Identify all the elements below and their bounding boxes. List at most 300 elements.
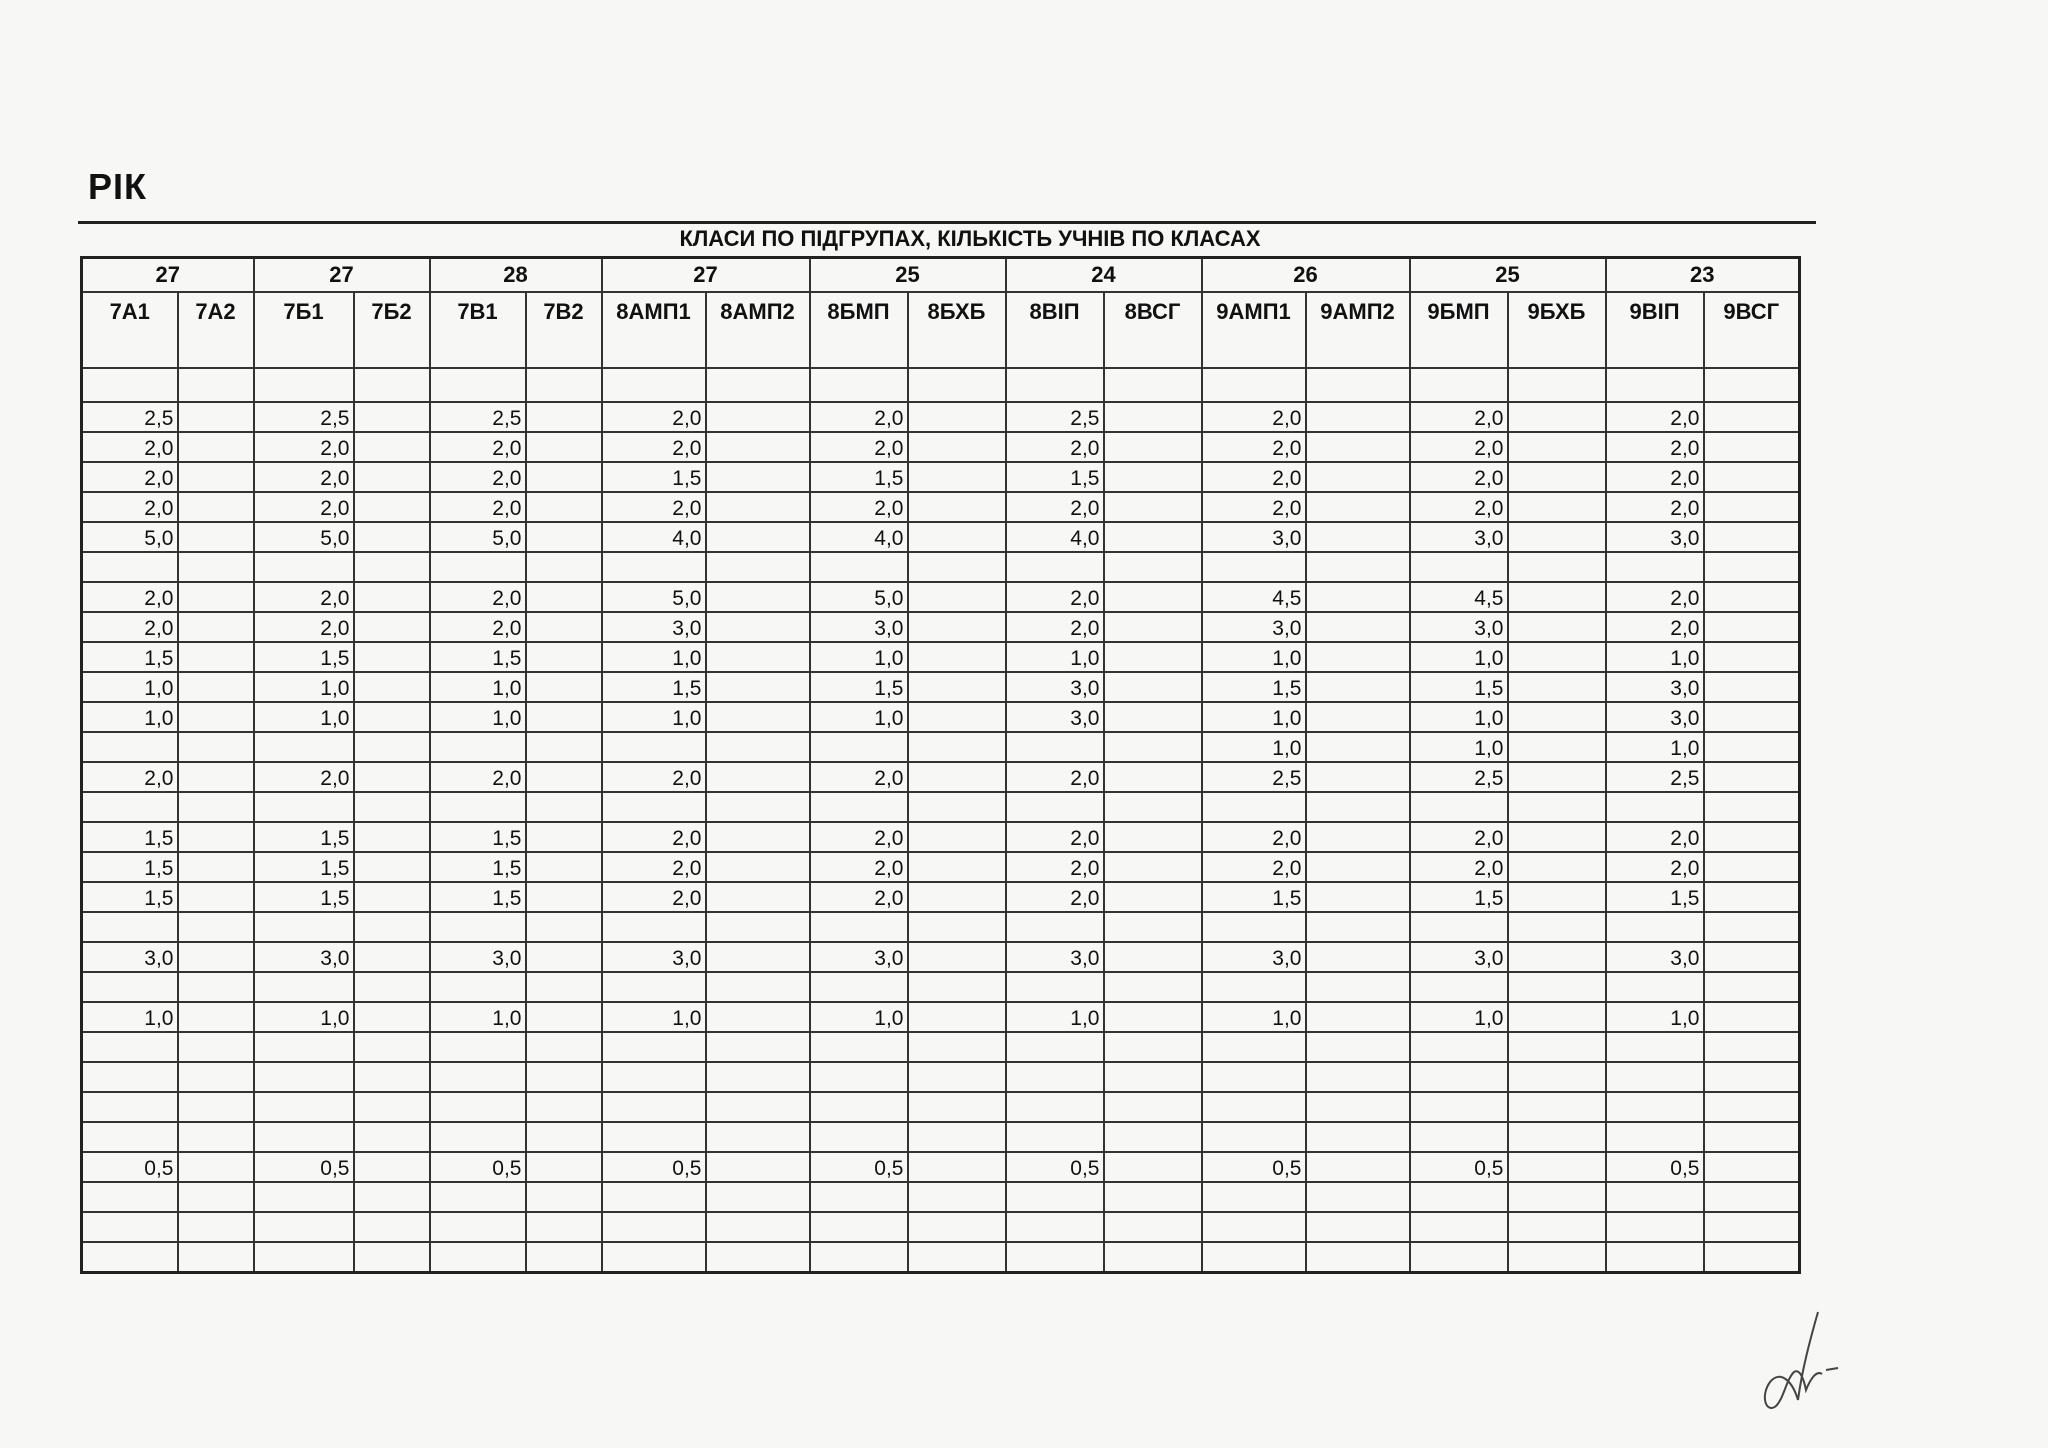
- table-cell: [178, 1152, 254, 1182]
- hours-cell: [254, 732, 354, 762]
- table-cell: [354, 1062, 430, 1092]
- table-cell: [706, 972, 810, 1002]
- hours-cell: [810, 1182, 908, 1212]
- table-cell: [706, 792, 810, 822]
- table-cell: [908, 1062, 1006, 1092]
- table-cell: [1704, 642, 1800, 672]
- table-cell: [526, 822, 602, 852]
- table-cell: [908, 368, 1006, 402]
- hours-cell: [82, 1122, 178, 1152]
- table-cell: [706, 1182, 810, 1212]
- table-cell: [1704, 432, 1800, 462]
- hours-cell: [1606, 1062, 1704, 1092]
- hours-cell: 1,5: [82, 882, 178, 912]
- hours-cell: [430, 1182, 526, 1212]
- table-row: [82, 552, 1800, 582]
- hours-cell: [602, 1062, 706, 1092]
- table-cell: [1006, 368, 1104, 402]
- table-cell: [1306, 882, 1410, 912]
- table-cell: [1508, 612, 1606, 642]
- table-cell: [1306, 702, 1410, 732]
- table-cell: [1704, 792, 1800, 822]
- table-cell: [178, 462, 254, 492]
- hours-cell: [254, 912, 354, 942]
- hours-cell: 1,5: [430, 852, 526, 882]
- class-name-cell: 8БМП: [810, 292, 908, 368]
- table-cell: [1704, 1062, 1800, 1092]
- table-cell: [1104, 882, 1202, 912]
- table-cell: [1704, 402, 1800, 432]
- table-cell: [526, 882, 602, 912]
- hours-cell: 2,5: [1006, 402, 1104, 432]
- hours-cell: 1,0: [430, 702, 526, 732]
- table-cell: [1704, 882, 1800, 912]
- table-cell: [526, 642, 602, 672]
- hours-cell: 2,0: [1202, 432, 1306, 462]
- student-count-cell: 26: [1202, 258, 1410, 293]
- table-cell: [706, 732, 810, 762]
- hours-cell: 2,0: [1410, 432, 1508, 462]
- table-cell: [1306, 1002, 1410, 1032]
- hours-cell: 1,5: [430, 822, 526, 852]
- hours-cell: 1,0: [254, 702, 354, 732]
- table-cell: [178, 552, 254, 582]
- hours-cell: [254, 1182, 354, 1212]
- table-cell: [354, 1002, 430, 1032]
- table-cell: [526, 912, 602, 942]
- table-cell: [526, 702, 602, 732]
- hours-cell: [1006, 1122, 1104, 1152]
- table-cell: [178, 912, 254, 942]
- table-cell: [82, 368, 178, 402]
- table-cell: [178, 852, 254, 882]
- class-name-cell: 7А1: [82, 292, 178, 368]
- table-cell: [354, 672, 430, 702]
- hours-cell: [1202, 1032, 1306, 1062]
- hours-cell: 1,5: [82, 642, 178, 672]
- table-row: [82, 972, 1800, 1002]
- table-cell: [178, 882, 254, 912]
- hours-cell: 2,5: [82, 402, 178, 432]
- hours-cell: 1,0: [1202, 1002, 1306, 1032]
- student-count-row: [82, 258, 1800, 293]
- hours-cell: [1606, 912, 1704, 942]
- table-cell: [1306, 732, 1410, 762]
- table-cell: [908, 1152, 1006, 1182]
- hours-cell: 2,0: [82, 762, 178, 792]
- hours-cell: 1,0: [254, 1002, 354, 1032]
- hours-cell: 2,0: [602, 822, 706, 852]
- hours-cell: 1,5: [602, 672, 706, 702]
- table-cell: [706, 1242, 810, 1273]
- class-name-cell: 9ВСГ: [1704, 292, 1800, 368]
- hours-cell: 4,0: [1006, 522, 1104, 552]
- table-cell: [1104, 522, 1202, 552]
- table-cell: [1508, 432, 1606, 462]
- table-row: [82, 672, 1800, 702]
- table-cell: [1508, 1062, 1606, 1092]
- hours-cell: [1006, 732, 1104, 762]
- hours-cell: [810, 912, 908, 942]
- hours-cell: 1,5: [254, 642, 354, 672]
- table-cell: [1704, 942, 1800, 972]
- table-cell: [1306, 522, 1410, 552]
- hours-cell: [602, 1122, 706, 1152]
- table-cell: [354, 732, 430, 762]
- table-cell: [354, 462, 430, 492]
- hours-cell: 4,5: [1202, 582, 1306, 612]
- hours-cell: 2,5: [1202, 762, 1306, 792]
- hours-cell: 2,0: [810, 762, 908, 792]
- hours-cell: 2,0: [1006, 882, 1104, 912]
- class-name-cell: 7А2: [178, 292, 254, 368]
- hours-cell: 3,0: [254, 942, 354, 972]
- hours-cell: 2,0: [430, 462, 526, 492]
- hours-cell: 2,0: [254, 492, 354, 522]
- class-hours-table: [80, 256, 1801, 1274]
- table-cell: [178, 1122, 254, 1152]
- student-count-cell: 27: [254, 258, 430, 293]
- table-row: [82, 882, 1800, 912]
- table-row: [82, 402, 1800, 432]
- hours-cell: 1,5: [1410, 672, 1508, 702]
- table-cell: [706, 612, 810, 642]
- table-cell: [1704, 732, 1800, 762]
- table-cell: [602, 368, 706, 402]
- table-cell: [178, 672, 254, 702]
- table-cell: [354, 642, 430, 672]
- hours-cell: 3,0: [430, 942, 526, 972]
- table-cell: [1104, 1182, 1202, 1212]
- student-count-cell: 25: [810, 258, 1006, 293]
- table-cell: [706, 942, 810, 972]
- hours-cell: 2,0: [430, 612, 526, 642]
- table-cell: [1306, 912, 1410, 942]
- table-cell: [254, 368, 354, 402]
- hours-cell: 1,0: [82, 672, 178, 702]
- table-cell: [526, 1002, 602, 1032]
- hours-cell: [82, 1032, 178, 1062]
- hours-cell: 1,0: [810, 1002, 908, 1032]
- hours-cell: [1202, 912, 1306, 942]
- table-cell: [1104, 912, 1202, 942]
- table-cell: [908, 612, 1006, 642]
- page-title: РІК: [88, 166, 147, 207]
- signature: [1740, 1310, 1840, 1420]
- hours-cell: [1202, 1092, 1306, 1122]
- hours-cell: 5,0: [254, 522, 354, 552]
- hours-cell: [1606, 552, 1704, 582]
- table-cell: [1306, 492, 1410, 522]
- table-cell: [354, 582, 430, 612]
- hours-cell: [1006, 1242, 1104, 1273]
- hours-cell: 2,0: [254, 762, 354, 792]
- table-cell: [908, 972, 1006, 1002]
- table-cell: [354, 792, 430, 822]
- table-cell: [526, 612, 602, 642]
- table-cell: [1306, 822, 1410, 852]
- table-cell: [706, 822, 810, 852]
- table-cell: [706, 1212, 810, 1242]
- table-cell: [908, 882, 1006, 912]
- table-cell: [908, 552, 1006, 582]
- table-cell: [1704, 612, 1800, 642]
- table-row: [82, 942, 1800, 972]
- hours-cell: 1,5: [1202, 672, 1306, 702]
- hours-cell: 2,5: [254, 402, 354, 432]
- hours-cell: 1,5: [1606, 882, 1704, 912]
- hours-cell: [1410, 552, 1508, 582]
- table-cell: [354, 1242, 430, 1273]
- hours-cell: [1006, 912, 1104, 942]
- table-row: [82, 432, 1800, 462]
- table-row: [82, 1122, 1800, 1152]
- table-cell: [1306, 972, 1410, 1002]
- table-cell: [1104, 368, 1202, 402]
- table-cell: [354, 492, 430, 522]
- hours-cell: [1410, 1212, 1508, 1242]
- hours-cell: 3,0: [1006, 942, 1104, 972]
- hours-cell: 2,0: [1006, 432, 1104, 462]
- table-cell: [526, 942, 602, 972]
- hours-cell: [602, 1092, 706, 1122]
- hours-cell: [1410, 1242, 1508, 1273]
- table-cell: [178, 822, 254, 852]
- table-row: [82, 732, 1800, 762]
- hours-cell: 5,0: [82, 522, 178, 552]
- hours-cell: [602, 1182, 706, 1212]
- table-cell: [1508, 822, 1606, 852]
- table-cell: [1704, 1002, 1800, 1032]
- hours-cell: [810, 792, 908, 822]
- hours-cell: [82, 792, 178, 822]
- hours-cell: 2,0: [1606, 822, 1704, 852]
- table-cell: [1508, 1152, 1606, 1182]
- table-cell: [354, 942, 430, 972]
- hours-cell: 2,0: [810, 432, 908, 462]
- table-cell: [1704, 762, 1800, 792]
- table-cell: [1508, 1212, 1606, 1242]
- hours-cell: 1,0: [810, 642, 908, 672]
- table-cell: [908, 1092, 1006, 1122]
- hours-cell: [1202, 1122, 1306, 1152]
- hours-cell: [1410, 1122, 1508, 1152]
- table-cell: [178, 972, 254, 1002]
- table-cell: [526, 1152, 602, 1182]
- hours-cell: 1,0: [1006, 1002, 1104, 1032]
- table-cell: [1104, 852, 1202, 882]
- hours-cell: [602, 1032, 706, 1062]
- hours-cell: 2,0: [810, 402, 908, 432]
- table-cell: [1306, 552, 1410, 582]
- table-cell: [354, 552, 430, 582]
- table-cell: [1104, 942, 1202, 972]
- hours-cell: [430, 972, 526, 1002]
- table-cell: [706, 762, 810, 792]
- student-count-cell: 28: [430, 258, 602, 293]
- table-cell: [706, 368, 810, 402]
- hours-cell: 2,5: [1410, 762, 1508, 792]
- hours-cell: [1006, 552, 1104, 582]
- table-cell: [1104, 762, 1202, 792]
- table-cell: [354, 432, 430, 462]
- table-cell: [706, 1032, 810, 1062]
- table-cell: [1104, 582, 1202, 612]
- hours-cell: 2,5: [430, 402, 526, 432]
- hours-cell: [1202, 1182, 1306, 1212]
- table-cell: [1104, 492, 1202, 522]
- hours-cell: 2,0: [1606, 462, 1704, 492]
- table-cell: [354, 1122, 430, 1152]
- hours-cell: [1410, 912, 1508, 942]
- table-cell: [1704, 492, 1800, 522]
- hours-cell: [430, 1062, 526, 1092]
- table-row: [82, 522, 1800, 552]
- table-cell: [1104, 1122, 1202, 1152]
- table-cell: [526, 368, 602, 402]
- table-cell: [354, 852, 430, 882]
- hours-cell: [602, 972, 706, 1002]
- student-count-cell: 25: [1410, 258, 1606, 293]
- hours-cell: 2,0: [602, 882, 706, 912]
- hours-cell: [254, 972, 354, 1002]
- table-cell: [706, 1152, 810, 1182]
- hours-cell: [82, 972, 178, 1002]
- hours-cell: 2,0: [430, 492, 526, 522]
- hours-cell: [1202, 972, 1306, 1002]
- table-cell: [1104, 462, 1202, 492]
- hours-cell: [1006, 1032, 1104, 1062]
- hours-cell: [254, 1242, 354, 1273]
- hours-cell: 4,5: [1410, 582, 1508, 612]
- table-cell: [706, 882, 810, 912]
- class-name-cell: 8АМП1: [602, 292, 706, 368]
- table-cell: [178, 792, 254, 822]
- hours-cell: 2,0: [1006, 822, 1104, 852]
- hours-cell: 1,5: [254, 882, 354, 912]
- hours-cell: 2,0: [82, 432, 178, 462]
- table-cell: [908, 912, 1006, 942]
- hours-cell: 1,0: [1410, 1002, 1508, 1032]
- table-cell: [178, 1212, 254, 1242]
- hours-cell: 4,0: [810, 522, 908, 552]
- table-cell: [1508, 1242, 1606, 1273]
- hours-cell: 2,0: [602, 492, 706, 522]
- hours-cell: [1606, 1032, 1704, 1062]
- table-cell: [1306, 852, 1410, 882]
- hours-cell: [1006, 1092, 1104, 1122]
- table-cell: [908, 852, 1006, 882]
- hours-cell: 2,0: [1410, 462, 1508, 492]
- class-name-cell: 7Б1: [254, 292, 354, 368]
- hours-cell: [254, 1122, 354, 1152]
- hours-cell: 2,0: [602, 402, 706, 432]
- hours-cell: 1,0: [1410, 642, 1508, 672]
- hours-cell: 3,0: [1410, 522, 1508, 552]
- table-cell: [1306, 942, 1410, 972]
- table-cell: [1104, 1152, 1202, 1182]
- hours-cell: [810, 732, 908, 762]
- hours-cell: 1,5: [602, 462, 706, 492]
- table-row: [82, 1242, 1800, 1273]
- table-cell: [908, 1122, 1006, 1152]
- table-cell: [1508, 912, 1606, 942]
- table-cell: [526, 1122, 602, 1152]
- hours-cell: 2,0: [1202, 462, 1306, 492]
- table-cell: [1306, 402, 1410, 432]
- table-cell: [1704, 702, 1800, 732]
- table-cell: [178, 1032, 254, 1062]
- table-cell: [1306, 642, 1410, 672]
- hours-cell: 0,5: [810, 1152, 908, 1182]
- table-row: [82, 702, 1800, 732]
- table-cell: [1104, 1002, 1202, 1032]
- hours-cell: 0,5: [1606, 1152, 1704, 1182]
- table-cell: [354, 822, 430, 852]
- hours-cell: [254, 792, 354, 822]
- table-cell: [908, 1182, 1006, 1212]
- table-cell: [1508, 1002, 1606, 1032]
- table-cell: [1306, 1152, 1410, 1182]
- hours-cell: [430, 912, 526, 942]
- hours-cell: [254, 1062, 354, 1092]
- hours-cell: 2,0: [1006, 492, 1104, 522]
- table-cell: [706, 1122, 810, 1152]
- class-name-cell: 7Б2: [354, 292, 430, 368]
- hours-cell: 2,0: [1410, 492, 1508, 522]
- table-cell: [1508, 462, 1606, 492]
- table-row: [82, 762, 1800, 792]
- hours-cell: [810, 972, 908, 1002]
- class-name-cell: 9ВІП: [1606, 292, 1704, 368]
- hours-cell: 1,0: [602, 702, 706, 732]
- hours-cell: 3,0: [1202, 612, 1306, 642]
- table-cell: [706, 462, 810, 492]
- table-cell: [430, 368, 526, 402]
- table-cell: [178, 942, 254, 972]
- table-cell: [1704, 1182, 1800, 1212]
- hours-cell: [430, 552, 526, 582]
- table-row: [82, 912, 1800, 942]
- hours-cell: 2,0: [1202, 822, 1306, 852]
- hours-cell: [1410, 1032, 1508, 1062]
- hours-cell: 3,0: [1606, 672, 1704, 702]
- hours-cell: [810, 1062, 908, 1092]
- hours-cell: 3,0: [810, 942, 908, 972]
- table-cell: [1306, 792, 1410, 822]
- table-cell: [1704, 822, 1800, 852]
- hours-cell: 2,0: [430, 432, 526, 462]
- table-cell: [1104, 732, 1202, 762]
- class-name-cell: 7В2: [526, 292, 602, 368]
- hours-cell: 0,5: [1202, 1152, 1306, 1182]
- hours-cell: 1,0: [1606, 642, 1704, 672]
- table-cell: [354, 882, 430, 912]
- hours-cell: 2,0: [1410, 852, 1508, 882]
- hours-cell: 1,5: [430, 642, 526, 672]
- table-cell: [178, 1062, 254, 1092]
- table-cell: [1508, 642, 1606, 672]
- class-name-cell: 9БХБ: [1508, 292, 1606, 368]
- table-row: [82, 1002, 1800, 1032]
- class-name-cell: 9АМП1: [1202, 292, 1306, 368]
- hours-cell: [1410, 792, 1508, 822]
- hours-cell: 0,5: [1410, 1152, 1508, 1182]
- hours-cell: 0,5: [1006, 1152, 1104, 1182]
- hours-cell: [810, 1032, 908, 1062]
- table-cell: [354, 1032, 430, 1062]
- table-row: [82, 368, 1800, 402]
